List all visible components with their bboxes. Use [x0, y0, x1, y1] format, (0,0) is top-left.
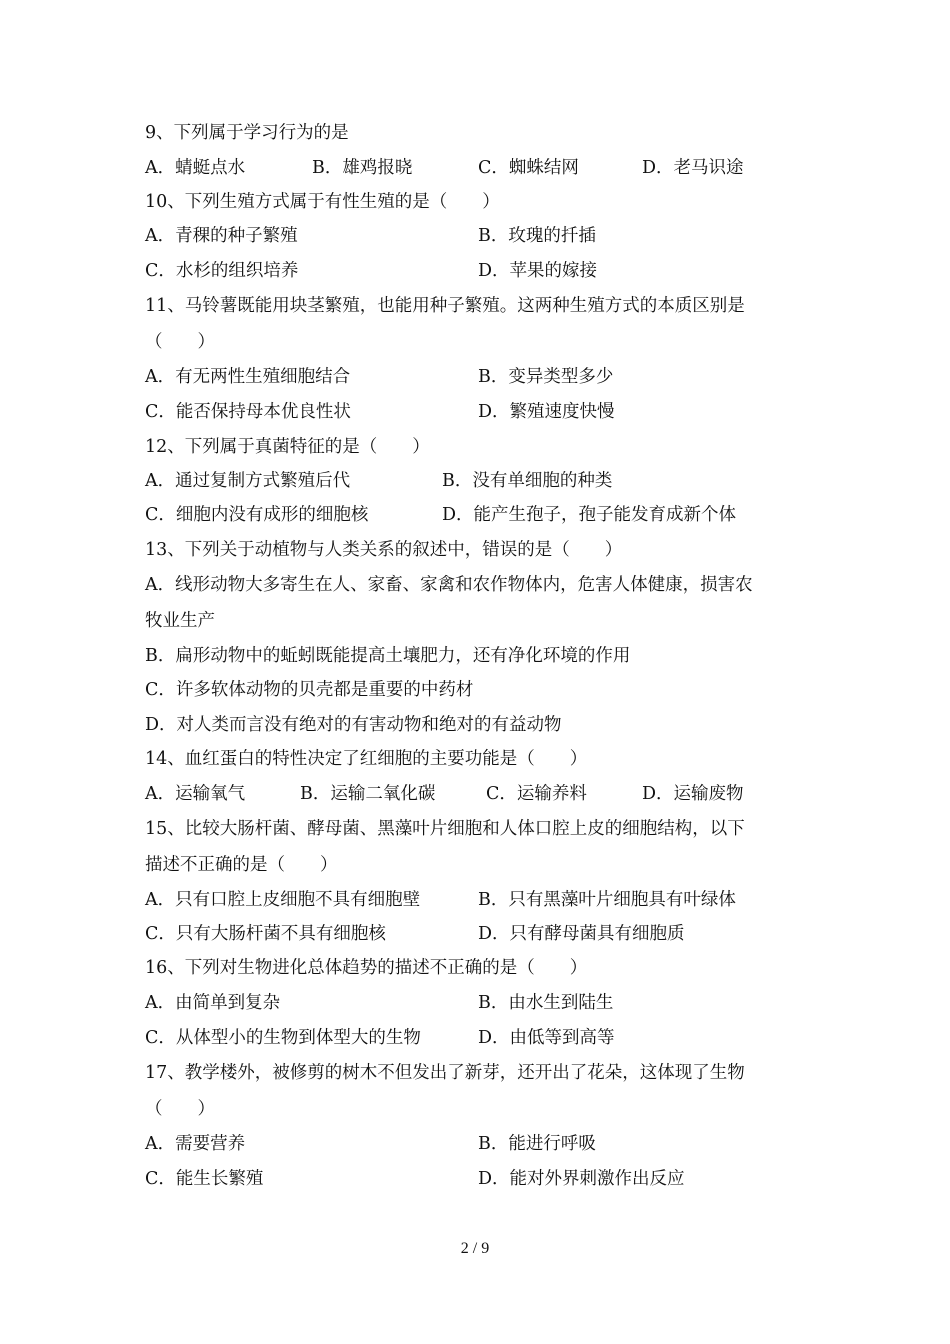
question-12-option-d: D．能产生孢子，孢子能发育成新个体 — [442, 505, 737, 525]
question-13-stem: 13、下列关于动植物与人类关系的叙述中，错误的是（ ） — [145, 540, 623, 560]
question-9-option-d: D．老马识途 — [642, 158, 744, 178]
question-15-stem-continued: 描述不正确的是（ ） — [145, 855, 338, 875]
question-14-option-b: B．运输二氧化碳 — [300, 784, 436, 804]
question-10-option-d: D．苹果的嫁接 — [478, 261, 598, 281]
question-15-option-d: D．只有酵母菌具有细胞质 — [478, 924, 685, 944]
question-14-option-d: D．运输废物 — [642, 784, 744, 804]
question-13-option-a: A．线形动物大多寄生在人、家畜、家禽和农作物体内，危害人体健康，损害农 — [145, 575, 753, 595]
question-17-stem: 17、教学楼外，被修剪的树木不但发出了新芽，还开出了花朵，这体现了生物 — [145, 1063, 745, 1083]
question-15-stem: 15、比较大肠杆菌、酵母菌、黑藻叶片细胞和人体口腔上皮的细胞结构，以下 — [145, 819, 745, 839]
page-number: 2 / 9 — [460, 1240, 490, 1257]
question-15-option-c: C．只有大肠杆菌不具有细胞核 — [145, 924, 386, 944]
question-17-option-c: C．能生长繁殖 — [145, 1169, 264, 1189]
question-13-option-a-continued: 牧业生产 — [145, 611, 215, 631]
question-16-option-a: A．由简单到复杂 — [145, 993, 281, 1013]
question-17-option-b: B．能进行呼吸 — [478, 1134, 596, 1154]
question-10-option-b: B．玫瑰的扦插 — [478, 226, 596, 246]
question-11-stem-continued: （ ） — [145, 332, 215, 352]
question-12-option-c: C．细胞内没有成形的细胞核 — [145, 505, 369, 525]
question-13-option-b: B．扁形动物中的蚯蚓既能提高土壤肥力，还有净化环境的作用 — [145, 646, 631, 666]
question-11-option-a: A．有无两性生殖细胞结合 — [145, 367, 351, 387]
question-9-option-a: A．蜻蜓点水 — [145, 158, 246, 178]
question-16-option-c: C．从体型小的生物到体型大的生物 — [145, 1028, 421, 1048]
question-14-stem: 14、血红蛋白的特性决定了红细胞的主要功能是（ ） — [145, 749, 588, 769]
question-16-option-d: D．由低等到高等 — [478, 1028, 615, 1048]
question-9-stem: 9、下列属于学习行为的是 — [145, 123, 349, 143]
question-11-option-c: C．能否保持母本优良性状 — [145, 402, 351, 422]
question-13-option-d: D．对人类而言没有绝对的有害动物和绝对的有益动物 — [145, 715, 562, 735]
question-17-option-a: A．需要营养 — [145, 1134, 246, 1154]
question-17-option-d: D．能对外界刺激作出反应 — [478, 1169, 685, 1189]
question-15-option-b: B．只有黑藻叶片细胞具有叶绿体 — [478, 890, 736, 910]
question-13-option-c: C．许多软体动物的贝壳都是重要的中药材 — [145, 680, 474, 700]
question-11-stem: 11、马铃薯既能用块茎繁殖，也能用种子繁殖。这两种生殖方式的本质区别是 — [145, 296, 745, 316]
question-11-option-b: B．变异类型多少 — [478, 367, 614, 387]
question-10-stem: 10、下列生殖方式属于有性生殖的是（ ） — [145, 192, 500, 212]
question-17-stem-continued: （ ） — [145, 1099, 215, 1119]
question-12-stem: 12、下列属于真菌特征的是（ ） — [145, 437, 430, 457]
question-12-option-b: B．没有单细胞的种类 — [442, 471, 613, 491]
question-11-option-d: D．繁殖速度快慢 — [478, 402, 615, 422]
question-16-stem: 16、下列对生物进化总体趋势的描述不正确的是（ ） — [145, 958, 588, 978]
question-9-option-c: C．蜘蛛结网 — [478, 158, 579, 178]
question-14-option-a: A．运输氧气 — [145, 784, 246, 804]
question-10-option-c: C．水杉的组织培养 — [145, 261, 299, 281]
question-10-option-a: A．青稞的种子繁殖 — [145, 226, 298, 246]
question-9-option-b: B．雄鸡报晓 — [312, 158, 413, 178]
question-16-option-b: B．由水生到陆生 — [478, 993, 614, 1013]
question-14-option-c: C．运输养料 — [486, 784, 587, 804]
question-15-option-a: A．只有口腔上皮细胞不具有细胞壁 — [145, 890, 421, 910]
question-12-option-a: A．通过复制方式繁殖后代 — [145, 471, 351, 491]
